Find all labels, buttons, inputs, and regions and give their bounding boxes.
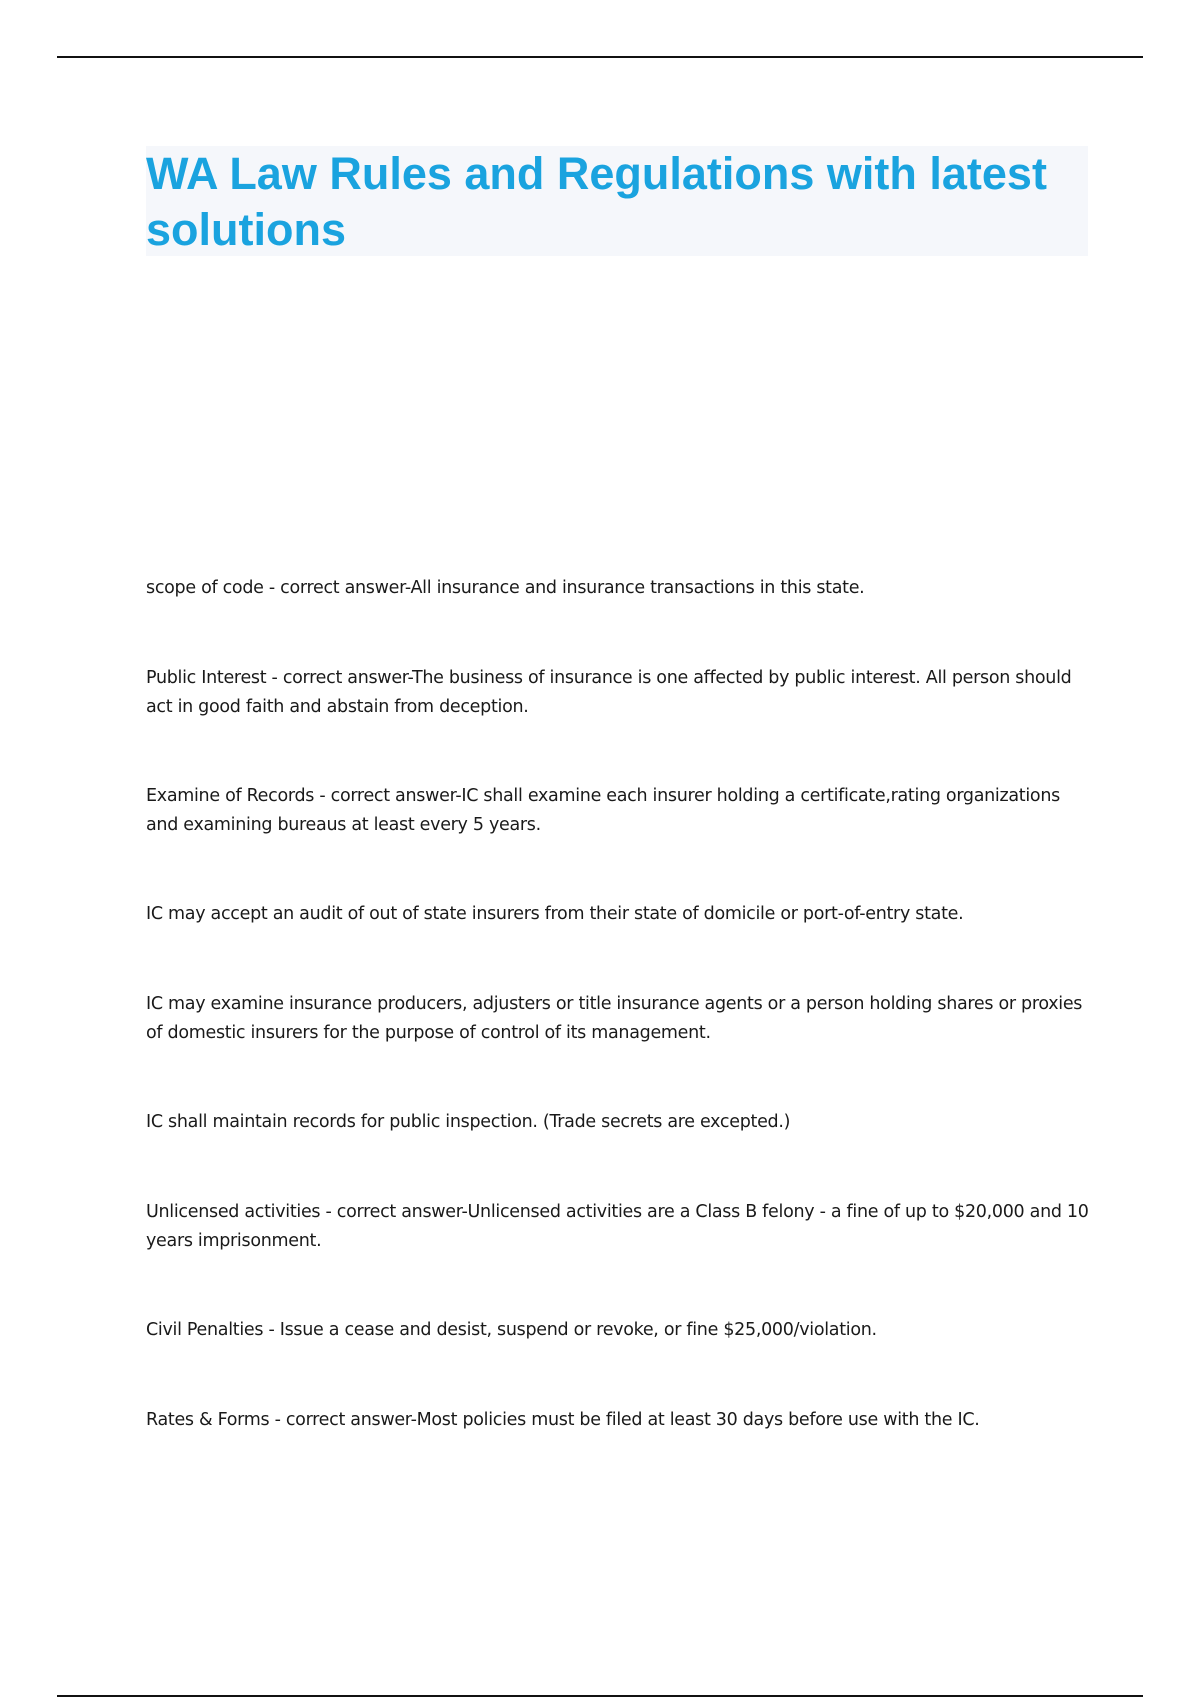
entry-civil-penalties: Civil Penalties - Issue a cease and desist, suspend or revoke, or fine $25,000/violation.	[146, 1320, 877, 1340]
entry-rates-forms: Rates & Forms - correct answer-Most policies must be filed at least 30 days before use with the IC.	[146, 1410, 980, 1430]
entry-examine-producers: IC may examine insurance producers, adjusters or title insurance agents or a person holding shares or proxies of domestic insurers for the purpose of control of its management.	[146, 994, 1083, 1043]
entry-audit-out-of-state: IC may accept an audit of out of state insurers from their state of domicile or port-of-entry state.	[146, 904, 964, 924]
entry-list	[146, 574, 1096, 1496]
header-rule	[57, 56, 1143, 58]
entry-examine-of-records: Examine of Records - correct answer-IC shall examine each insurer holding a certificate,rating organizations and examining bureaus at least every 5 years.	[146, 786, 1060, 835]
entry-unlicensed-activities: Unlicensed activities - correct answer-Unlicensed activities are a Class B felony - a fine of up to $20,000 and 10 years imprisonment.	[146, 1202, 1089, 1251]
document-title: WA Law Rules and Regulations with latest solutions	[146, 148, 1047, 255]
entry-public-records: IC shall maintain records for public inspection. (Trade secrets are excepted.)	[146, 1112, 791, 1132]
entry-scope-of-code: scope of code - correct answer-All insurance and insurance transactions in this state.	[146, 578, 865, 598]
entry-public-interest: Public Interest - correct answer-The business of insurance is one affected by public interest. All person should act in good faith and abstain from deception.	[146, 668, 1072, 717]
footer-rule	[57, 1695, 1143, 1697]
title-banner	[146, 146, 1088, 256]
